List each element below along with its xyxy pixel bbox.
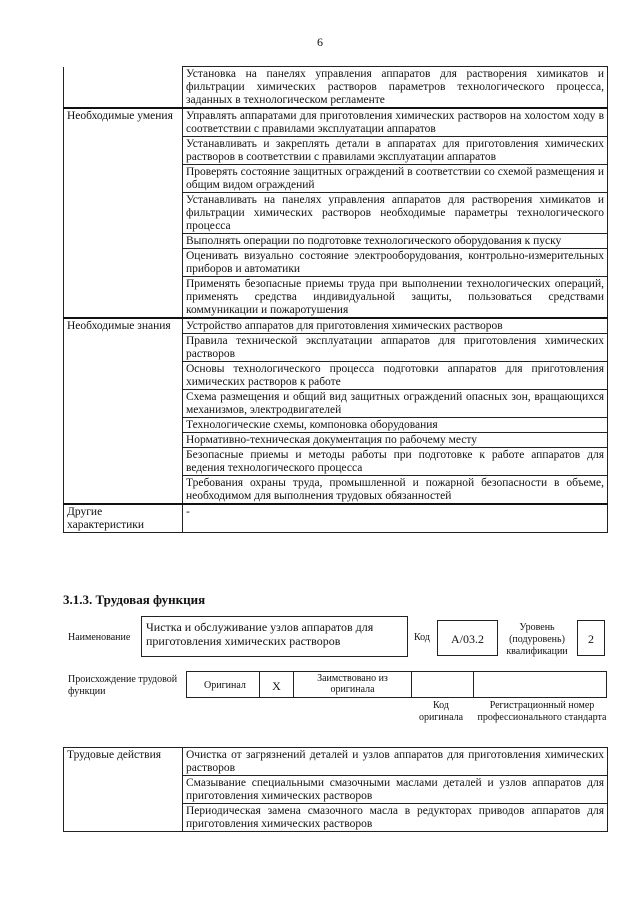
table-row <box>64 748 608 776</box>
row-text: Оценивать визуально состояние электрооборудования, контрольно-измерительных приборов и автоматики <box>183 249 608 277</box>
row-text: Технологические схемы, компоновка оборудования <box>183 418 608 433</box>
row-label: Другие характеристики <box>64 504 183 533</box>
row-text: Безопасные приемы и методы работы при подготовке к работе аппаратов для ведения технологического процесса <box>183 448 608 476</box>
table-row <box>64 433 608 448</box>
row-label <box>64 448 183 476</box>
row-label <box>64 277 183 319</box>
table-row <box>64 318 608 334</box>
table-row <box>64 234 608 249</box>
table-row <box>64 165 608 193</box>
row-label <box>64 137 183 165</box>
row-text: Устройство аппаратов для приготовления химических растворов <box>183 318 608 334</box>
table-row <box>64 193 608 234</box>
origin-row <box>186 671 607 698</box>
row-label <box>64 776 183 804</box>
row-text: Применять безопасные приемы труда при выполнении технологических операций, применять средства индивидуальной защиты, пользоваться средствами коммуникации и пожаротушения <box>183 277 608 319</box>
original-label: Оригинал <box>187 672 260 697</box>
row-text: Правила технической эксплуатации аппаратов для приготовления химических растворов <box>183 334 608 362</box>
table-row <box>64 334 608 362</box>
row-label: Трудовые действия <box>64 748 183 776</box>
page-number: 6 <box>317 35 323 49</box>
table-row <box>64 277 608 319</box>
row-text: Очистка от загрязнений деталей и узлов аппаратов для приготовления химических растворов <box>183 748 608 776</box>
row-text: Нормативно-техническая документация по рабочему месту <box>183 433 608 448</box>
row-text: - <box>183 504 608 533</box>
row-text: Периодическая замена смазочного масла в редукторах приводов аппаратов для приготовления химических растворов <box>183 804 608 832</box>
labor-actions-table <box>63 747 608 832</box>
table-row <box>64 448 608 476</box>
row-label <box>64 476 183 505</box>
table-row <box>64 108 608 137</box>
table-row <box>64 504 608 533</box>
reg-number-caption: Регистрационный номер профессионального стандарта <box>477 700 607 723</box>
table-row <box>64 776 608 804</box>
original-mark: X <box>260 672 294 697</box>
row-text: Смазывание специальными смазочными маслами деталей и узлов аппаратов для приготовления химических растворов <box>183 776 608 804</box>
row-text: Проверять состояние защитных ограждений в соответствии со схемой размещения и общим видом ограждений <box>183 165 608 193</box>
function-code-value: А/03.2 <box>437 620 498 656</box>
row-label: Необходимые умения <box>64 108 183 137</box>
row-text: Требования охраны труда, промышленной и пожарной безопасности в объеме, необходимом для выполнения трудовых обязанностей <box>183 476 608 505</box>
row-text: Управлять аппаратами для приготовления химических растворов на холостом ходу в соответствии с правилами эксплуатации аппаратов <box>183 108 608 137</box>
row-text: Установка на панелях управления аппаратов для растворения химикатов и фильтрации химических растворов параметров технологического процесса, заданных в технологическом регламенте <box>183 67 608 109</box>
code-label: Код <box>414 632 430 643</box>
table-row <box>64 418 608 433</box>
row-text: Устанавливать на панелях управления аппаратов для растворения химикатов и фильтрации химических растворов необходимые параметры технологического процесса <box>183 193 608 234</box>
section-title: 3.1.3. Трудовая функция <box>63 592 206 607</box>
row-text: Схема размещения и общий вид защитных ограждений опасных зон, вращающихся механизмов, электродвигателей <box>183 390 608 418</box>
code-original-caption: Код оригинала <box>418 700 464 723</box>
name-label: Наименование <box>68 632 131 643</box>
function-name-value: Чистка и обслуживание узлов аппаратов для приготовления химических растворов <box>141 616 408 657</box>
table-row <box>64 804 608 832</box>
table-row <box>64 67 608 109</box>
row-label <box>64 418 183 433</box>
row-label <box>64 334 183 362</box>
row-label <box>64 165 183 193</box>
row-text: Основы технологического процесса подготовки аппаратов для приготовления химических растворов к работе <box>183 362 608 390</box>
row-text: Устанавливать и закреплять детали в аппаратах для приготовления химических растворов в соответствии с правилами эксплуатации аппаратов <box>183 137 608 165</box>
row-label <box>64 804 183 832</box>
table-row <box>64 137 608 165</box>
table-row <box>64 476 608 505</box>
origin-label: Происхождение трудовой функции <box>68 674 178 697</box>
table-row <box>64 390 608 418</box>
row-label: Необходимые знания <box>64 318 183 334</box>
level-label: Уровень (подуровень) квалификации <box>506 622 568 657</box>
row-label <box>64 362 183 390</box>
level-value: 2 <box>577 620 605 656</box>
skills-knowledge-table <box>63 66 608 533</box>
code-original-cell <box>412 672 474 697</box>
table-row <box>64 362 608 390</box>
row-label <box>64 67 183 109</box>
row-label <box>64 390 183 418</box>
row-text: Выполнять операции по подготовке технологического оборудования к пуску <box>183 234 608 249</box>
row-label <box>64 193 183 234</box>
row-label <box>64 234 183 249</box>
row-label <box>64 249 183 277</box>
borrowed-label: Заимствовано из оригинала <box>294 672 412 697</box>
table-row <box>64 249 608 277</box>
row-label <box>64 433 183 448</box>
